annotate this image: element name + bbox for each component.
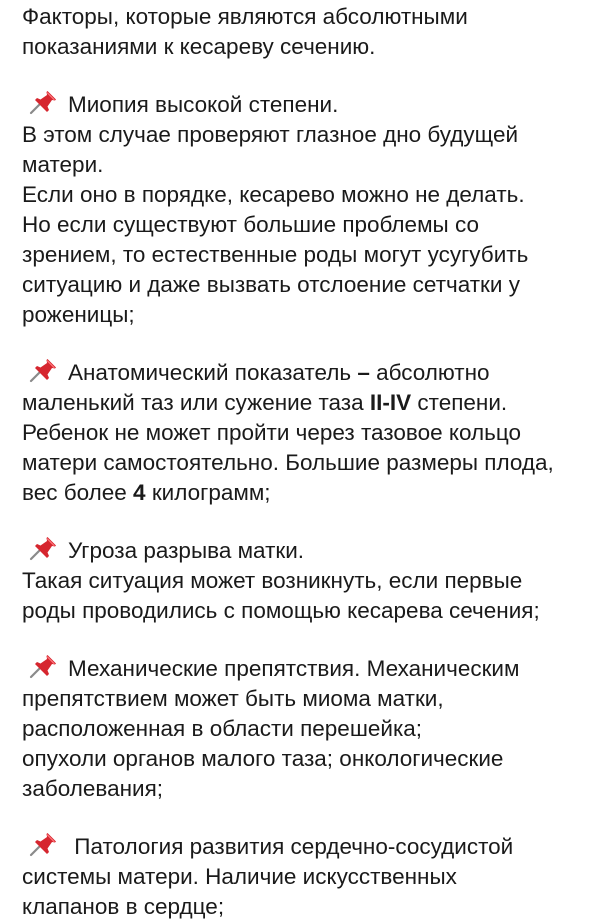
pushpin-icon [28, 359, 58, 383]
section-line: опухоли органов малого таза; онкологические [22, 746, 504, 771]
section-title-text: Миопия высокой степени. [68, 92, 339, 117]
section-anatomic [22, 358, 594, 508]
section-myopia [22, 90, 594, 330]
text-segment: вес более [22, 480, 127, 505]
intro-line: Факторы, которые являются абсолютными [22, 4, 468, 29]
text-segment: степени. [417, 390, 508, 415]
section-line: матери. [22, 152, 104, 177]
bold-degree: II-IV [369, 390, 412, 415]
section-line: матери самостоятельно. Большие размеры плода, [22, 450, 554, 475]
section-obstacles [22, 654, 594, 804]
section-line: заболевания; [22, 776, 164, 801]
section-title [22, 90, 594, 120]
section-title-text: абсолютно [376, 360, 490, 385]
section-title-text: Анатомический показатель [68, 360, 352, 385]
section-line [22, 388, 594, 418]
section-title-text: Механические препятствия. Механическим [68, 656, 520, 681]
pushpin-icon [28, 833, 58, 857]
text-segment: килограмм; [151, 480, 271, 505]
section-line: расположенная в области перешейка; [22, 716, 423, 741]
dash: – [357, 360, 370, 385]
section-title [22, 536, 594, 566]
section-title-text: Патология развития сердечно-сосудистой [74, 834, 514, 859]
pushpin-icon [28, 655, 58, 679]
section-line: препятствием может быть миома матки, [22, 686, 444, 711]
article-body [22, 0, 594, 922]
section-title [22, 654, 594, 684]
section-line: клапанов в сердце; [22, 894, 225, 919]
section-line: Ребенок не может пройти через тазовое кольцо [22, 420, 521, 445]
bold-weight: 4 [133, 480, 146, 505]
section-title-text: Угроза разрыва матки. [68, 538, 305, 563]
section-title [22, 832, 594, 862]
section-line: системы матери. Наличие искусственных [22, 864, 457, 889]
intro-paragraph [22, 2, 594, 62]
intro-line: показаниями к кесареву сечению. [22, 34, 376, 59]
pushpin-icon [28, 537, 58, 561]
pushpin-icon [28, 91, 58, 115]
section-title [22, 358, 594, 388]
section-line: роженицы; [22, 302, 135, 327]
section-line: Такая ситуация может возникнуть, если первые [22, 568, 523, 593]
section-rupture [22, 536, 594, 626]
section-line: роды проводились с помощью кесарева сечения; [22, 598, 540, 623]
section-line [22, 478, 594, 508]
section-line: ситуацию и даже вызвать отслоение сетчатки у [22, 272, 520, 297]
section-line: зрением, то естественные роды могут усугубить [22, 242, 529, 267]
section-line: Если оно в порядке, кесарево можно не делать. [22, 182, 525, 207]
section-cardio [22, 832, 594, 922]
section-line: Но если существуют большие проблемы со [22, 212, 479, 237]
section-line: В этом случае проверяют глазное дно будущей [22, 122, 519, 147]
text-segment: маленький таз или сужение таза [22, 390, 364, 415]
